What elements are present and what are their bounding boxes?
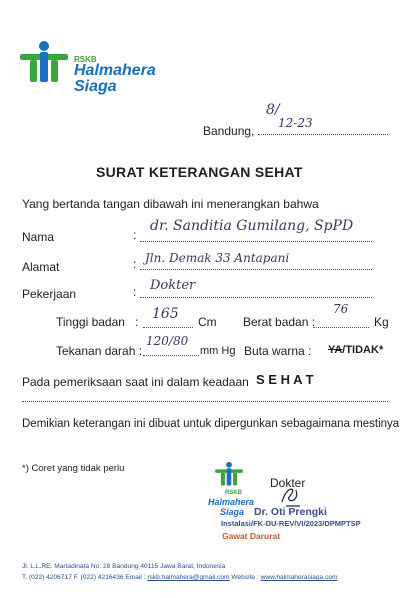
berat-label: Berat badan : <box>243 315 316 329</box>
date-value: 12-23 <box>278 116 313 130</box>
alamat-colon: : <box>133 257 137 271</box>
footer-website-link[interactable]: www.halmaherasiaga.com <box>260 574 338 581</box>
nama-line <box>140 241 372 242</box>
stamp-halmahera: Halmahera <box>208 497 255 507</box>
closing-text: Demikian keterangan ini dibuat untuk dipergunkan sebagaimana mestinya <box>22 418 400 430</box>
berat-value: 76 <box>333 302 349 316</box>
nama-colon: : <box>133 228 137 242</box>
date-day: 8/ <box>266 102 280 118</box>
tinggi-line <box>143 327 193 328</box>
signature-name: Dr. Oti Prengki <box>254 506 327 518</box>
tekanan-label: Tekanan darah : <box>56 344 143 358</box>
alamat-label: Alamat <box>22 260 60 274</box>
footer-email-link[interactable]: rskb.halmahera@gmail.com <box>147 574 230 581</box>
buta-tidak: /TIDAK* <box>342 344 384 356</box>
tinggi-colon: : <box>135 315 139 329</box>
footer-address: Jl. L.L.RE. Martadinata No. 28 Bandung 40115 Jawa Barat, Indonesia <box>22 563 226 570</box>
kondisi-line <box>22 401 388 402</box>
logo-halmahera: Halmahera <box>74 62 156 79</box>
logo-siaga: Siaga <box>74 78 117 95</box>
alamat-value: Jln. Demak 33 Antapani <box>145 251 290 265</box>
pekerjaan-colon: : <box>133 285 137 299</box>
tinggi-unit: Cm <box>198 315 217 329</box>
nama-label: Nama <box>22 230 55 244</box>
date-line <box>258 134 388 135</box>
footnote-text: *) Coret yang tidak perlu <box>22 463 125 474</box>
kondisi-text: Pada pemeriksaan saat ini dalam keadaan <box>22 375 249 389</box>
buta-label: Buta warna : <box>244 344 312 358</box>
footer-website-prefix: Website : <box>229 574 261 581</box>
stamp-unit: Gawat Darurat <box>222 531 281 541</box>
pekerjaan-line <box>140 297 372 298</box>
pekerjaan-value: Dokter <box>150 278 196 293</box>
footer-contact <box>22 574 338 581</box>
alamat-line <box>140 269 372 270</box>
tekanan-unit: mm Hg <box>200 345 236 357</box>
signature-role: Dokter <box>270 476 306 490</box>
tekanan-line <box>143 355 199 356</box>
stamp-logo-icon <box>214 460 244 488</box>
berat-unit: Kg <box>374 315 389 329</box>
hospital-logo-icon <box>18 40 70 84</box>
buta-ya-struck: YA <box>328 344 343 356</box>
stamp-siaga: Siaga <box>220 507 245 517</box>
berat-line <box>313 327 369 328</box>
intro-text: Yang bertanda tangan dibawah ini menerangkan bahwa <box>22 197 319 211</box>
place-label: Bandung, <box>203 124 255 138</box>
logo-rskb: RSKB <box>74 55 97 64</box>
footer-contact-prefix: T. (022) 4206717 F. (022) 4216436 Email : <box>22 574 148 581</box>
pekerjaan-label: Pekerjaan <box>22 287 77 301</box>
tinggi-value: 165 <box>152 306 179 322</box>
nama-value: dr. Sanditia Gumilang, SpPD <box>150 218 354 234</box>
tekanan-value: 120/80 <box>146 334 189 348</box>
kondisi-value: S E H A T <box>256 372 314 387</box>
stamp-rskb: RSKB <box>225 490 243 496</box>
buta-options <box>328 344 383 356</box>
document-title: SURAT KETERANGAN SEHAT <box>96 164 303 180</box>
stamp-ref: Instalasi/FK-DU-REV/VI/2023/DPMPTSP <box>221 519 361 528</box>
tinggi-label: Tinggi badan <box>56 315 125 329</box>
